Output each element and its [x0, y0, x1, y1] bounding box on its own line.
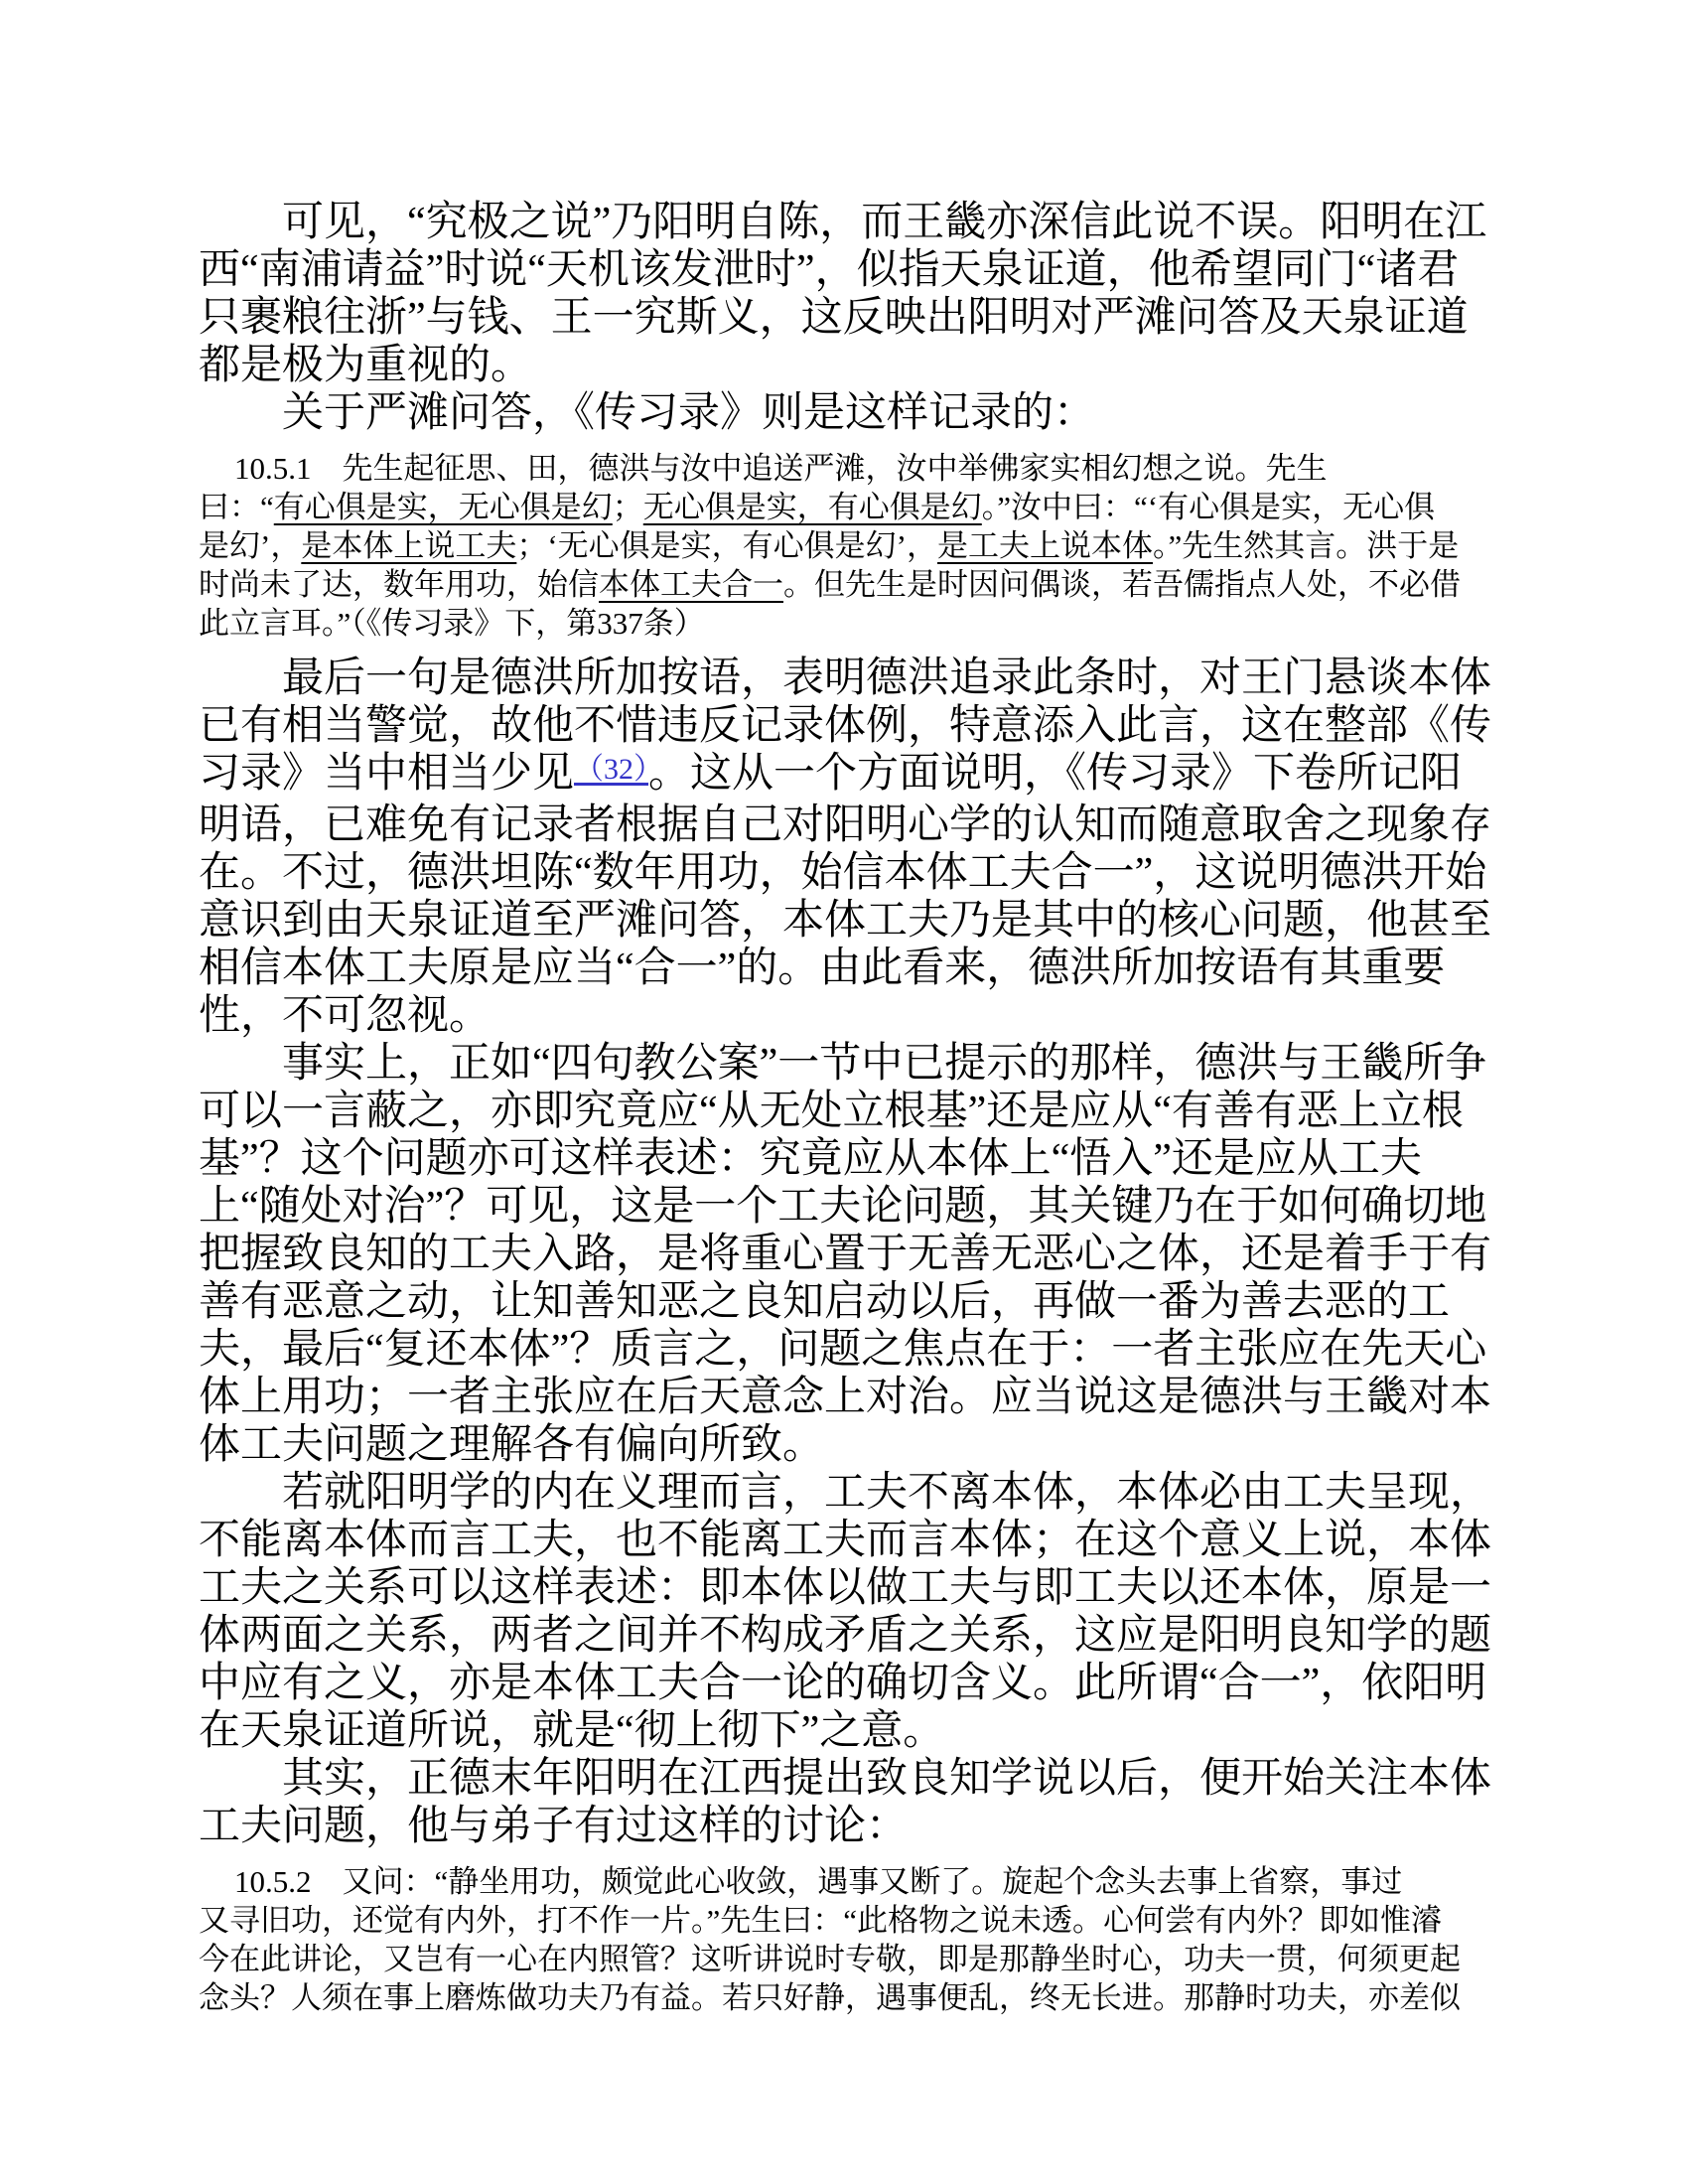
text-line [199, 1901, 1589, 1940]
underlined-text: 无心俱是实，有心俱是幻 [642, 490, 982, 524]
body-paragraph [199, 655, 1503, 1040]
text-line [199, 655, 1503, 702]
text-segment: 工夫之关系可以这样表述：即本体以做工夫与即工夫以还本体，原是一 [199, 1565, 1492, 1611]
text-line [199, 389, 1503, 437]
text-segment: 西“南浦请益”时说“天机该发泄时”，似指天泉证道，他希望同门“诸君 [199, 247, 1460, 293]
text-segment: 基”？这个问题亦可这样表述：究竟应从本体上“悟入”还是应从工夫 [199, 1136, 1422, 1182]
text-line [199, 488, 1589, 526]
text-segment: 。但先生是时因问偶谈，若吾儒指点人处，不必借 [783, 567, 1461, 602]
text-line [199, 1040, 1503, 1088]
text-segment: 中应有之义，亦是本体工夫合一论的确切含义。此所谓“合一”，依阳明 [199, 1661, 1487, 1706]
text-segment: 事实上，正如“四句教公案”一节中已提示的那样，德洪与王畿所争 [282, 1041, 1487, 1087]
text-line [199, 199, 1503, 246]
text-line [199, 565, 1589, 604]
text-line [199, 526, 1589, 565]
text-line [199, 1803, 1503, 1850]
text-line [199, 1940, 1589, 1978]
text-line [199, 1517, 1503, 1564]
text-line [199, 897, 1503, 945]
text-line [199, 1088, 1503, 1135]
text-segment: 时尚未了达，数年用功，始信 [199, 567, 599, 602]
text-line [199, 1612, 1503, 1660]
text-line [199, 1564, 1503, 1612]
text-segment: 体工夫问题之理解各有偏向所致。 [199, 1422, 825, 1468]
text-segment: 把握致良知的工夫入路，是将重心置于无善无恶心之体，还是着手于有 [199, 1232, 1492, 1277]
text-segment: 相信本体工夫原是应当“合一”的。由此看来，德洪所加按语有其重要 [199, 946, 1446, 991]
underlined-text: 本体工夫合一 [599, 567, 783, 602]
text-line [199, 342, 1503, 389]
text-segment: 不能离本体而言工夫，也不能离工夫而言本体；在这个意义上说，本体 [199, 1518, 1492, 1563]
text-line [199, 1326, 1503, 1374]
body-paragraph [199, 1469, 1503, 1755]
text-segment: 明语，已难免有记录者根据自己对阳明心学的认知而随意取舍之现象存 [199, 802, 1492, 848]
text-segment: 10.5.1 先生起征思、田，德洪与汝中追送严滩，汝中举佛家实相幻想之说。先生 [234, 451, 1328, 486]
quote-block [199, 449, 1589, 643]
text-line [199, 449, 1589, 488]
text-segment: 。这从一个方面说明，《传习录》下卷所记阳 [648, 751, 1463, 797]
text-segment: 。”汝中曰：“‘有心俱是实，无心俱 [981, 490, 1436, 524]
text-line [199, 1469, 1503, 1517]
text-segment: 都是极为重视的。 [199, 343, 533, 388]
text-segment: ；‘无心俱是实，有心俱是幻’， [516, 528, 937, 563]
text-line [199, 1374, 1503, 1421]
text-segment: 今在此讲论，又岂有一心在内照管？这听讲说时专敬，即是那静坐时心，功夫一贯，何须更起 [199, 1942, 1461, 1976]
text-line [199, 849, 1503, 897]
footnote-link-32[interactable]: （32） [574, 753, 649, 786]
text-segment: 10.5.2 又问：“静坐用功，颇觉此心收敛，遇事又断了。旋起个念头去事上省察，事过 [234, 1864, 1403, 1899]
text-segment: 体两面之关系，两者之间并不构成矛盾之关系，这应是阳明良知学的题 [199, 1613, 1492, 1659]
text-segment: 在天泉证道所说，就是“彻上彻下”之意。 [199, 1708, 945, 1754]
text-segment: 可以一言蔽之，亦即究竟应“从无处立根基”还是应从“有善有恶上立根 [199, 1089, 1464, 1134]
text-line [199, 750, 1503, 801]
text-segment: 上“随处对治”？可见，这是一个工夫论问题，其关键乃在于如何确切地 [199, 1184, 1487, 1230]
quote-block [199, 1862, 1589, 2017]
text-segment: 夫，最后“复还本体”？质言之，问题之焦点在于：一者主张应在先天心 [199, 1327, 1487, 1373]
text-segment: ； [612, 490, 643, 524]
text-line [199, 1707, 1503, 1755]
text-line [199, 246, 1503, 294]
text-segment: 曰：“ [199, 490, 274, 524]
text-segment: 是幻’， [199, 528, 302, 563]
text-line [199, 294, 1503, 342]
text-line [199, 1421, 1503, 1469]
body-paragraph [199, 389, 1503, 437]
page-content [199, 199, 1503, 2017]
text-line [199, 1862, 1589, 1901]
text-segment: 体上用功；一者主张应在后天意念上对治。应当说这是德洪与王畿对本 [199, 1375, 1492, 1420]
text-segment: 意识到由天泉证道至严滩问答，本体工夫乃是其中的核心问题，他甚至 [199, 898, 1492, 944]
text-line [199, 1231, 1503, 1278]
text-segment: 。”先生然其言。洪于是 [1152, 528, 1460, 563]
text-segment: 关于严滩问答，《传习录》则是这样记录的： [282, 390, 1096, 436]
text-line [199, 801, 1503, 849]
body-paragraph [199, 199, 1503, 389]
text-segment: 性，不可忽视。 [199, 993, 492, 1039]
text-line [199, 945, 1503, 992]
text-segment: 习录》当中相当少见 [199, 751, 575, 797]
text-line [199, 1278, 1503, 1326]
text-segment: 只裹粮往浙”与钱、王一究斯义，这反映出阳明对严滩问答及天泉证道 [199, 295, 1469, 341]
text-segment: 念头？人须在事上磨炼做功夫乃有益。若只好静，遇事便乱，终无长进。那静时功夫，亦差似 [199, 1980, 1461, 2015]
underlined-text: 是工夫上说本体 [936, 528, 1153, 563]
text-segment: 最后一句是德洪所加按语，表明德洪追录此条时，对王门悬谈本体 [282, 655, 1492, 701]
text-line [199, 702, 1503, 750]
underlined-text: 是本体上说工夫 [301, 528, 517, 563]
text-segment: 可见，“究极之说”乃阳明自陈，而王畿亦深信此说不误。阳明在江 [282, 200, 1487, 245]
body-paragraph [199, 1755, 1503, 1850]
text-segment: 若就阳明学的内在义理而言，工夫不离本体，本体必由工夫呈现， [282, 1470, 1492, 1516]
text-segment: 已有相当警觉，故他不惜违反记录体例，特意添入此言，这在整部《传 [199, 703, 1492, 749]
text-segment: 其实，正德末年阳明在江西提出致良知学说以后，便开始关注本体 [282, 1756, 1492, 1802]
text-line [199, 992, 1503, 1040]
text-line [199, 1755, 1503, 1803]
text-segment: 工夫问题，他与弟子有过这样的讨论： [199, 1804, 909, 1849]
body-paragraph [199, 1040, 1503, 1469]
underlined-text: 有心俱是实，无心俱是幻 [273, 490, 613, 524]
text-segment: 又寻旧功，还觉有内外，打不作一片。”先生曰：“此格物之说未透。心何尝有内外？即如惟濬 [199, 1903, 1443, 1938]
text-segment: 善有恶意之动，让知善知恶之良知启动以后，再做一番为善去恶的工 [199, 1279, 1451, 1325]
text-line [199, 604, 1589, 643]
text-line [199, 1978, 1589, 2017]
text-segment: 此立言耳。”（《传习录》下，第337条） [199, 606, 705, 641]
text-line [199, 1183, 1503, 1231]
text-line [199, 1660, 1503, 1707]
text-segment: 在。不过，德洪坦陈“数年用功，始信本体工夫合一”，这说明德洪开始 [199, 850, 1487, 896]
text-line [199, 1135, 1503, 1183]
